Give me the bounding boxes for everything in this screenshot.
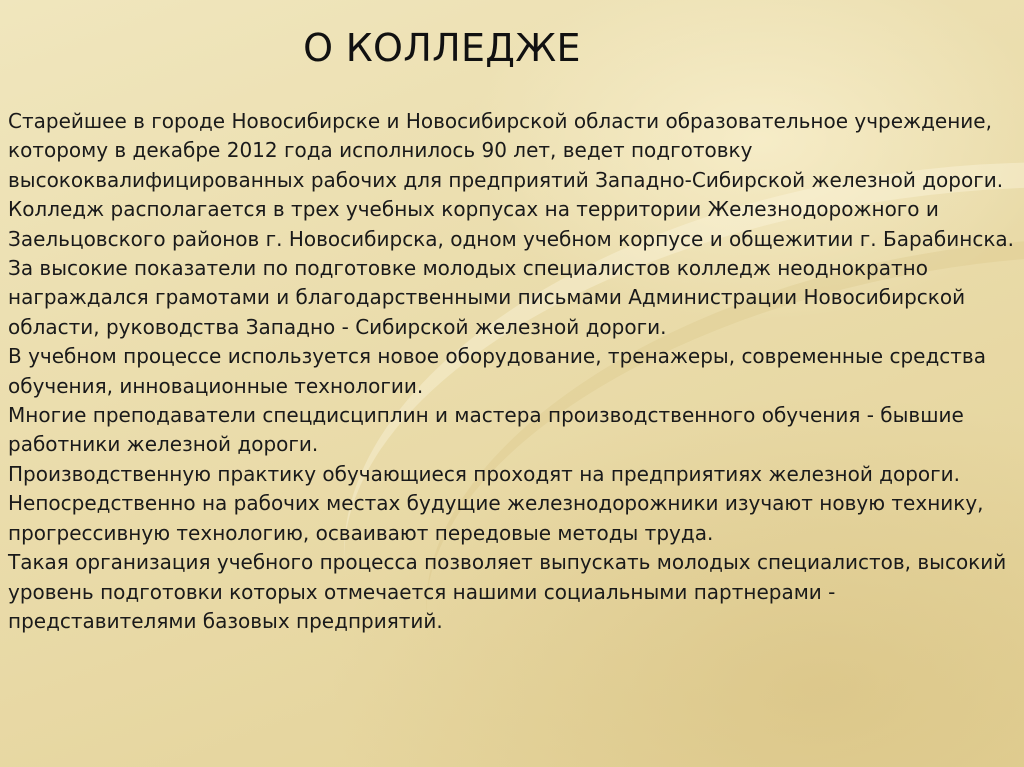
paragraph-equipment: В учебном процессе используется новое оборудование, тренажеры, современные средства обучения, инновационные технологии.: [8, 344, 986, 398]
paragraph-campuses: Колледж располагается в трех учебных корпусах на территории Железнодорожного и Заельцовского районов г. Новосибирска, одном учебном корпусе и общежитии г. Барабинска.: [8, 197, 1015, 251]
paragraph-awards: За высокие показатели по подготовке молодых специалистов колледж неоднократно награждался грамотами и благодарственными письмами Администрации Новосибирской области, руководства Западно - Сибирской железной дороги.: [8, 256, 966, 339]
paragraph-outcomes: Такая организация учебного процесса позволяет выпускать молодых специалистов, высокий уровень подготовки которых отмечается нашими социальными партнерами - представителями базовых предприятий.: [8, 550, 1007, 633]
paragraph-practice: Производственную практику обучающиеся проходят на предприятиях железной дороги. Непосредственно на рабочих местах будущие железнодорожники изучают новую технику, прогрессивную технологию, осваивают передовые методы труда.: [8, 461, 984, 545]
paragraph-teachers: Многие преподаватели спецдисциплин и мастера производственного обучения - бывшие работники железной дороги.: [8, 403, 964, 457]
paragraph-history: Старейшее в городе Новосибирске и Новосибирской области образовательное учреждение, которому в декабре 2012 года исполнилось 90 лет, ведет подготовку высококвалифицированных рабочих для предприятий Западно-Сибирской железной дороги.: [8, 109, 1004, 192]
slide-title: О КОЛЛЕДЖЕ: [303, 26, 581, 70]
slide-body: [8, 107, 1016, 636]
